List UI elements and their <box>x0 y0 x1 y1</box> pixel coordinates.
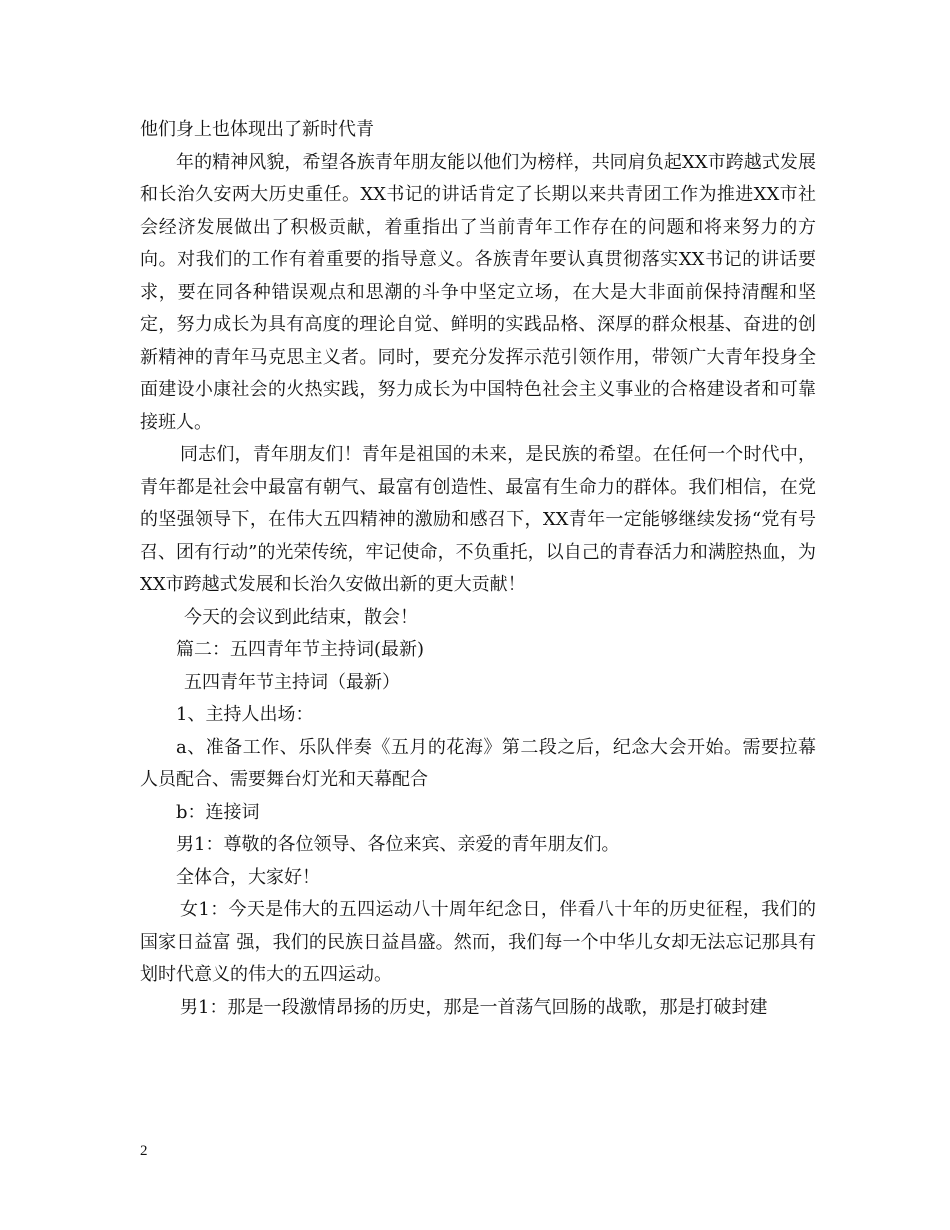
dialogue-female-1: 女1：今天是伟大的五四运动八十周年纪念日，伴看八十年的历史征程，我们的国家日益富 强，我们的民族日益昌盛。然而，我们每一个中华儿女却无法忘记那具有划时代意义的伟大的五四运动。 <box>140 899 816 985</box>
list-item-host-entrance: 1、主持人出场： <box>176 704 314 725</box>
paragraph-youth-spirit: 年的精神风貌，希望各族青年朋友能以他们为榜样，共同肩负起XX市跨越式发展和长治久安两大历史重任。XX书记的讲话肯定了长期以来共青团工作为推进XX市社会经济发展做出了积极贡献，着重指出了当前青年工作存在的问题和将来努力的方向。对我们的工作有着重要的指导意义。各族青年要认真贯彻落实XX书记的讲话要求，要在同各种错误观点和思潮的斗争中坚定立场，在大是大非面前保持清醒和坚定，努力成长为具有高度的理论自觉、鲜明的实践品格、深厚的群众根基、奋进的创新精神的青年马克思主义者。同时，要充分发挥示范引领作用，带领广大青年投身全面建设小康社会的火热实践，努力成长为中国特色社会主义事业的合格建设者和可靠接班人。 <box>140 151 816 433</box>
paragraph-continuation: 他们身上也体现出了新时代青 <box>140 119 374 140</box>
list-item-connecting-words: b：连接词 <box>176 801 260 823</box>
page-number: 2 <box>140 1143 148 1159</box>
list-item-preparation: a、准备工作、乐队伴奏《五月的花海》第二段之后，纪念大会开始。需要拉幕人员配合、需要舞台灯光和天幕配合 <box>140 736 816 790</box>
dialogue-male-1-second: 男1：那是一段激情昂扬的历史，那是一首荡气回肠的战歌，那是打破封建 <box>180 996 768 1018</box>
section-subtitle: 五四青年节主持词（最新） <box>184 671 400 693</box>
document-body <box>140 114 816 1024</box>
section-heading: 篇二：五四青年节主持词(最新) <box>176 639 425 660</box>
dialogue-all: 全体合，大家好！ <box>176 866 320 888</box>
paragraph-comrades: 同志们，青年朋友们！青年是祖国的未来，是民族的希望。在任何一个时代中，青年都是社会中最富有朝气、最富有创造性、最富有生命力的群体。我们相信，在党的坚强领导下，在伟大五四精神的激励和感召下，XX青年一定能够继续发扬“党有号召、团有行动”的光荣传统，牢记使命，不负重托，以自己的青春活力和满腔热血，为XX市跨越式发展和长治久安做出新的更大贡献！ <box>140 444 816 595</box>
paragraph-meeting-closed: 今天的会议到此结束，散会！ <box>184 606 418 628</box>
dialogue-male-1: 男1：尊敬的各位领导、各位来宾、亲爱的青年朋友们。 <box>176 834 620 855</box>
